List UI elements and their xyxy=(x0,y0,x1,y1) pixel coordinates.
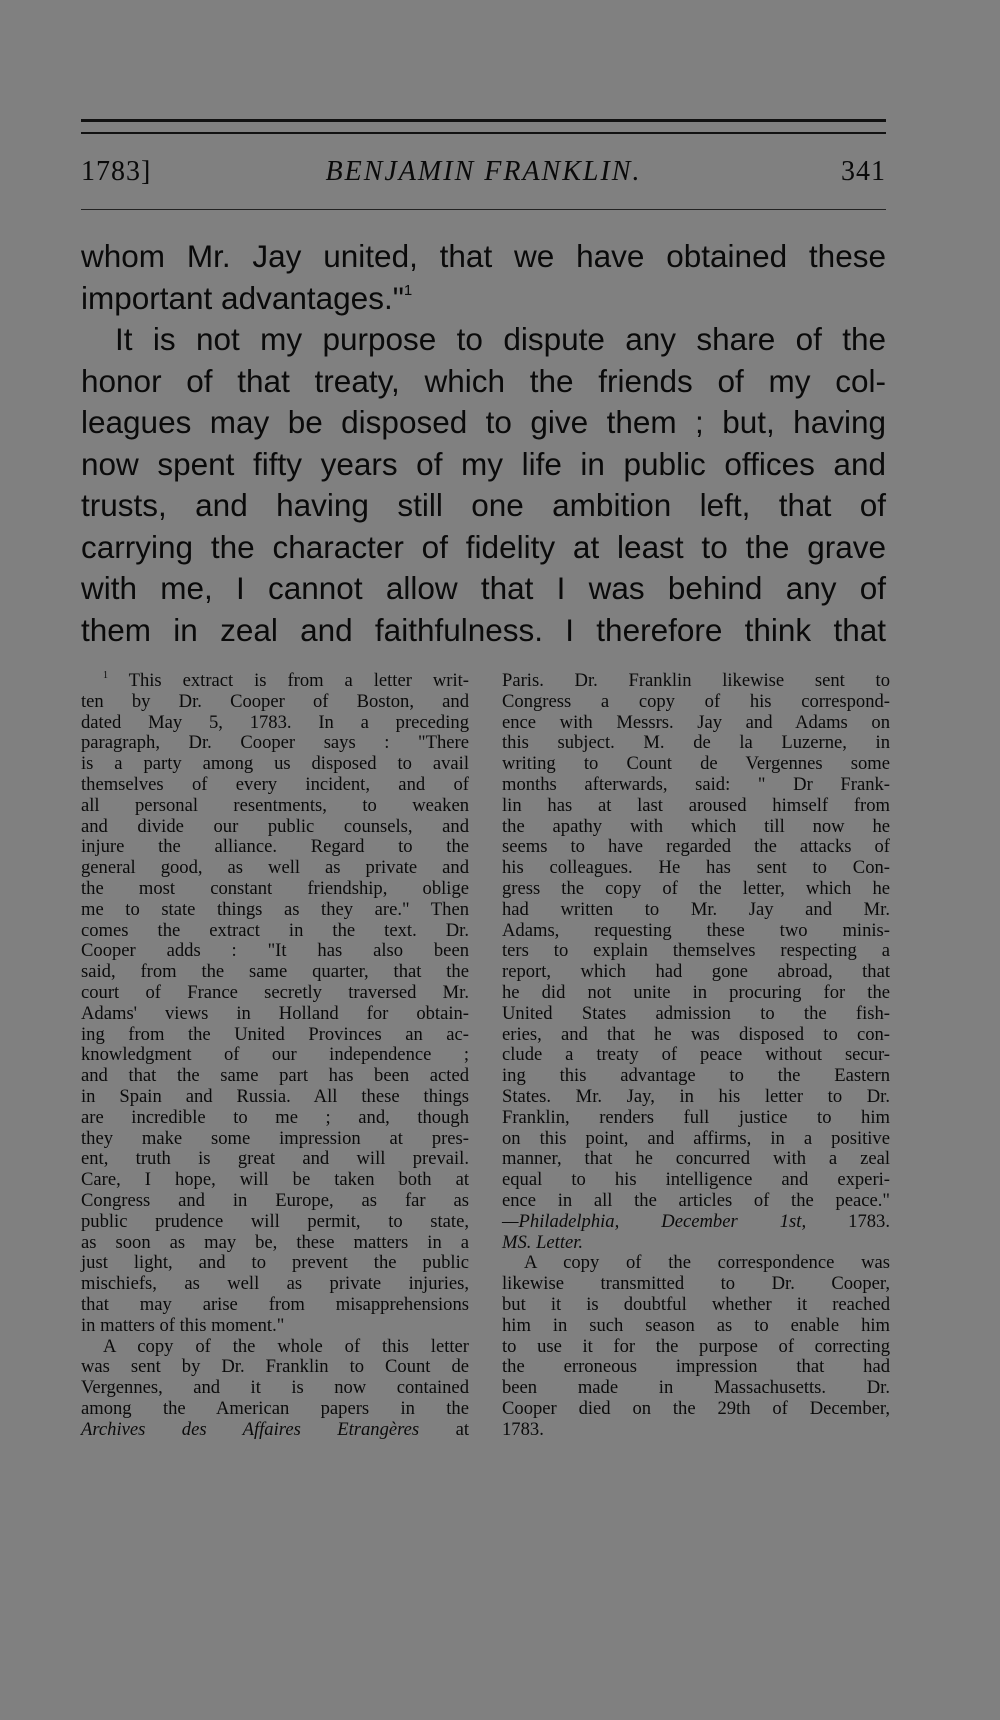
footnote-line: MS. Letter. xyxy=(502,1231,584,1253)
top-rule xyxy=(81,119,886,122)
footnote-line: in Spain and Russia. All these things xyxy=(81,1085,469,1107)
footnote-line: his colleagues. He has sent to Con- xyxy=(502,857,890,879)
footnote-line: United States admission to the fish- xyxy=(502,1002,890,1024)
footnote-column-left xyxy=(81,671,469,1440)
footnote-line: Cooper died on the 29th of December, xyxy=(502,1397,890,1419)
letter-source-date: —Philadelphia, December 1st, xyxy=(502,1210,807,1232)
body-line: It is not my purpose to dispute any share of the xyxy=(115,321,886,357)
header-year: 1783] xyxy=(81,156,152,187)
footnote-line: the erroneous impression that had xyxy=(502,1356,890,1378)
footnote-line: Archives des Affaires Etrangères at xyxy=(81,1418,469,1440)
footnote-line: comes the extract in the text. Dr. xyxy=(81,919,469,941)
footnote-line: $^1$ This extract is from a letter writ- xyxy=(103,670,470,691)
footnote-line: Paris. Dr. Franklin likewise sent to xyxy=(502,670,890,691)
footnote-line: A copy of the whole of this letter xyxy=(103,1335,469,1357)
footnote-line: paragraph, Dr. Cooper says : "There xyxy=(81,732,469,754)
footnote-line: dated May 5, 1783. In a preceding xyxy=(81,711,469,733)
footnote-line: lin has at last aroused himself from xyxy=(502,794,890,816)
footnote-line: all personal resentments, to weaken xyxy=(81,794,469,816)
footnote-reference: 1 xyxy=(403,281,413,299)
footnote-line: likewise transmitted to Dr. Cooper, xyxy=(502,1273,890,1295)
footnote-line: ing from the United Provinces an ac- xyxy=(81,1023,469,1045)
footnote-line: injure the alliance. Regard to the xyxy=(81,836,469,858)
footnote-line: court of France secretly traversed Mr. xyxy=(81,981,469,1003)
body-line: trusts, and having still one ambition left, that of xyxy=(81,487,886,523)
footnote-line: report, which had gone abroad, that xyxy=(502,961,890,983)
footnote-line: are incredible to me ; and, though xyxy=(81,1106,469,1128)
footnote-line: 1783. xyxy=(502,1418,544,1440)
footnote-line: seems to have regarded the attacks of xyxy=(502,836,890,858)
header-title: BENJAMIN FRANKLIN. xyxy=(325,156,642,187)
footnote-line: ence with Messrs. Jay and Adams on xyxy=(502,711,890,733)
footnote-line: public prudence will permit, to state, xyxy=(81,1210,469,1232)
footnote-line: had written to Mr. Jay and Mr. xyxy=(502,898,890,920)
footnote-line: and divide our public counsels, and xyxy=(81,815,469,837)
footnote-line: themselves of every incident, and of xyxy=(81,773,469,795)
footnote-line: eries, and that he was disposed to con- xyxy=(502,1023,890,1045)
body-line: honor of that treaty, which the friends of my col- xyxy=(81,362,886,399)
footnote-line: Franklin, renders full justice to him xyxy=(502,1106,890,1128)
footnote-line: mischiefs, as well as private injuries, xyxy=(81,1273,469,1295)
footnote-line: States. Mr. Jay, in his letter to Dr. xyxy=(502,1085,890,1107)
body-text xyxy=(81,236,886,651)
footnote-line: to use it for the purpose of correcting xyxy=(502,1335,890,1357)
footnote-line: A copy of the correspondence was xyxy=(524,1252,890,1274)
footnote-line: just light, and to prevent the public xyxy=(81,1252,469,1274)
footnote-line: gress the copy of the letter, which he xyxy=(502,877,890,899)
footnote-line: ent, truth is great and will prevail. xyxy=(81,1148,469,1170)
footnote-line: among the American papers in the xyxy=(81,1397,469,1419)
footnote-line: Adams' views in Holland for obtain- xyxy=(81,1002,469,1024)
body-line: leagues may be disposed to give them ; but, having xyxy=(81,404,886,440)
footnote-line: knowledgment of our independence ; xyxy=(81,1044,469,1066)
footnote-line: is a party among us disposed to avail xyxy=(81,753,469,775)
footnote-line: ence in all the articles of the peace." xyxy=(502,1189,890,1211)
footnote-line: general good, as well as private and xyxy=(81,857,469,879)
body-line: important advantages."$^1$ xyxy=(81,279,413,316)
footnote-line: they make some impression at pres- xyxy=(81,1127,469,1149)
footnote-column-right xyxy=(502,671,890,1440)
footnote-line: but it is doubtful whether it reached xyxy=(502,1293,890,1315)
body-line: with me, I cannot allow that I was behind any of xyxy=(81,570,886,606)
body-line: now spent fifty years of my life in public offices and xyxy=(81,445,886,482)
footnote-line: ten by Dr. Cooper of Boston, and xyxy=(81,690,469,712)
footnote-line: ters to explain themselves respecting a xyxy=(502,940,890,962)
footnote-line: said, from the same quarter, that the xyxy=(81,961,469,983)
page-number: 341 xyxy=(841,156,886,187)
italic-archive-title: Archives des Affaires Etrangères xyxy=(81,1418,420,1440)
footnote-marker: 1 xyxy=(103,670,108,681)
footnote-line: in matters of this moment." xyxy=(81,1314,285,1336)
top-rule-double xyxy=(81,132,886,134)
footnote-line: on this point, and affirms, in a positive xyxy=(502,1127,890,1149)
footnote-line: Vergennes, and it is now contained xyxy=(81,1377,469,1399)
footnote-line: he did not unite in procuring for the xyxy=(502,981,890,1003)
footnote-line: months afterwards, said: " Dr Frank- xyxy=(502,773,890,795)
footnote-line: this subject. M. de la Luzerne, in xyxy=(502,732,890,754)
footnote-line: been made in Massachusetts. Dr. xyxy=(502,1377,890,1399)
footnote-line: Congress and in Europe, as far as xyxy=(81,1189,469,1211)
footnote-line: equal to his intelligence and experi- xyxy=(502,1169,890,1191)
footnote-line: that may arise from misapprehensions xyxy=(81,1293,469,1315)
footnote-line: clude a treaty of peace without secur- xyxy=(502,1044,890,1066)
footnote-line: Congress a copy of his correspond- xyxy=(502,690,890,712)
body-line: them in zeal and faithfulness. I therefore think that xyxy=(81,611,886,648)
footnote-line: manner, that he concurred with a zeal xyxy=(502,1148,890,1170)
footnote-line: —Philadelphia, December 1st, 1783. xyxy=(502,1210,890,1232)
footnote-line: Care, I hope, will be taken both at xyxy=(81,1169,469,1191)
footnote-line: and that the same part has been acted xyxy=(81,1065,469,1087)
footnote-line: him in such season as to enable him xyxy=(502,1314,890,1336)
footnote-line: ing this advantage to the Eastern xyxy=(502,1065,890,1087)
footnote-line: as soon as may be, these matters in a xyxy=(81,1231,469,1253)
running-head xyxy=(81,152,886,192)
footnote-line: the apathy with which till now he xyxy=(502,815,890,837)
header-rule xyxy=(81,209,886,210)
footnote-line: the most constant friendship, oblige xyxy=(81,877,469,899)
footnote-line: writing to Count de Vergennes some xyxy=(502,753,890,775)
body-line: carrying the character of fidelity at least to the grave xyxy=(81,528,886,565)
footnote-line: Adams, requesting these two minis- xyxy=(502,919,890,941)
footnote-line: was sent by Dr. Franklin to Count de xyxy=(81,1356,469,1378)
footnote-line: me to state things as they are." Then xyxy=(81,898,469,920)
body-line: whom Mr. Jay united, that we have obtained these xyxy=(81,238,886,274)
footnote-line: Cooper adds : "It has also been xyxy=(81,940,469,962)
